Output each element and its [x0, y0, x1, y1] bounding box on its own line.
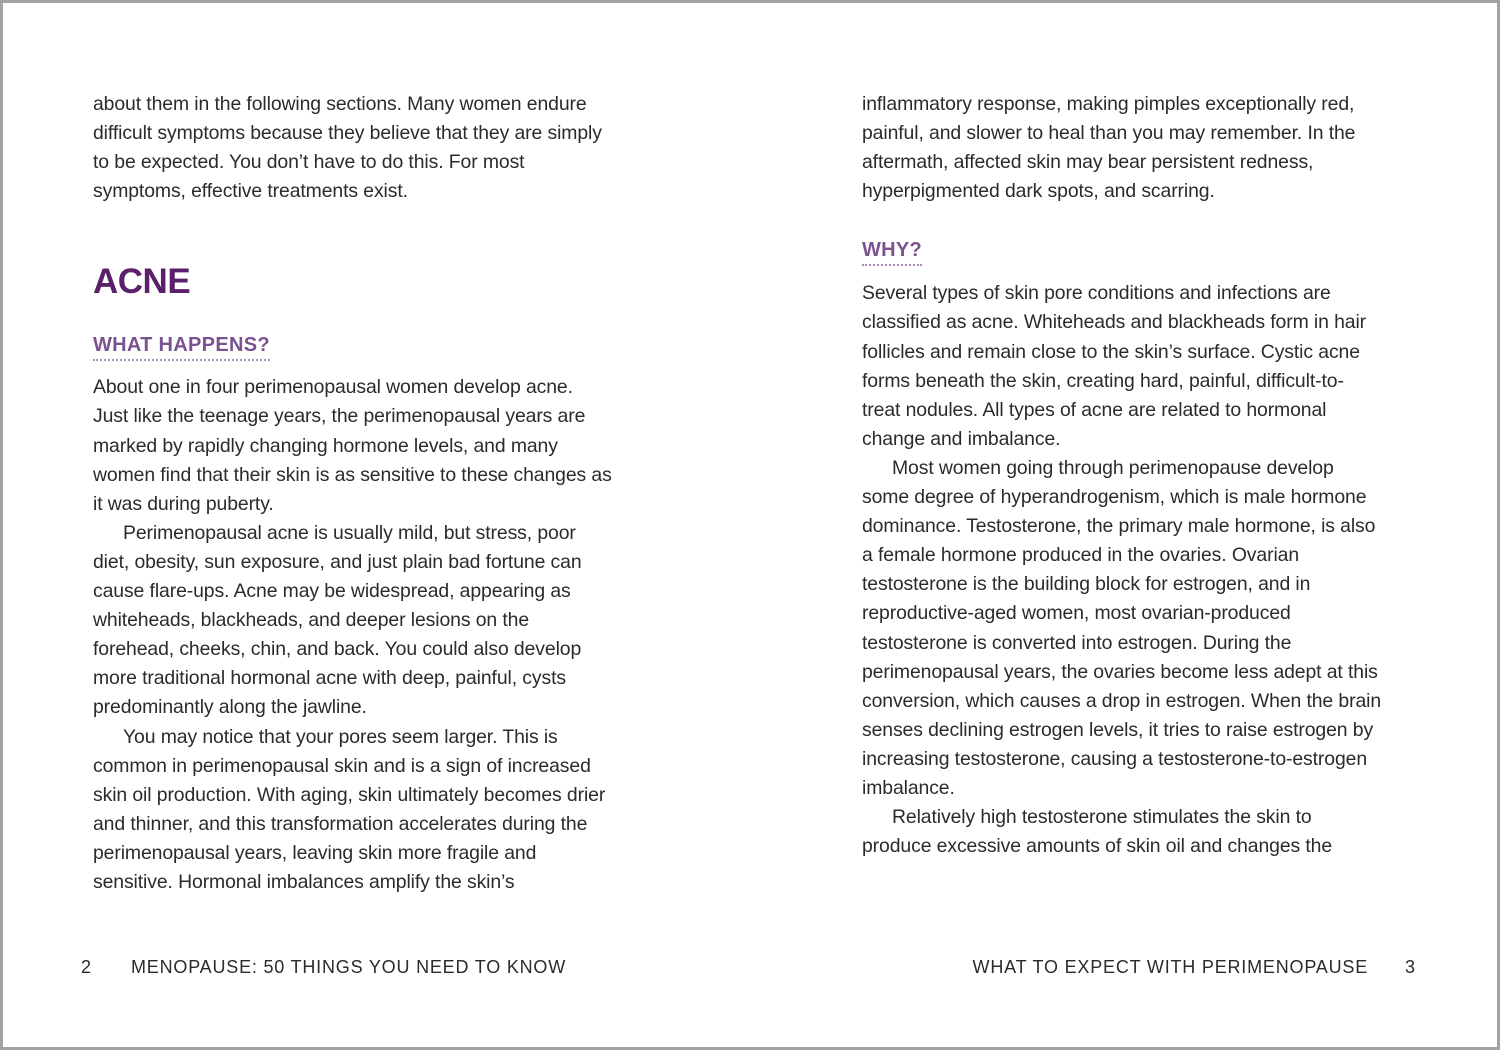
body-paragraph: Perimenopausal acne is usually mild, but stress, poor diet, obesity, sun exposure, and just plain bad fortune can cause flare-ups. Acne may be widespread, appearing as whiteheads, blackheads, and deeper lesions on the forehead, cheeks, chin, and back. You could also develop more traditional hormonal acne with deep, painful, cysts predominantly along the jawline.: [93, 521, 582, 719]
body-paragraph: Most women going through perimenopause develop some degree of hyperandrogenism, which is male hormone dominance. Testosterone, the primary male hormone, is also a female hormone produced in the ovaries. Ovarian testosterone is the building block for estrogen, and in reproductive-aged women, most ovarian-produced testosterone is converted into estrogen. During the perimenopausal years, the ovaries become less adept at this conversion, which causes a drop in estrogen. When the brain senses declining estrogen levels, it tries to raise estrogen by increasing testosterone, causing a testosterone-to-estrogen imbalance.: [862, 456, 1382, 799]
body-paragraph: Several types of skin pore conditions and infections are classified as acne. Whiteheads and blackheads form in hair follicles and remain close to the skin’s surface. Cystic acne forms beneath the skin, creating hard, painful, difficult-to-treat nodules. All types of acne are related to hormonal change and imbalance.: [862, 282, 1367, 450]
left-page-column: [93, 90, 613, 897]
right-page-number: 3: [1405, 957, 1416, 977]
body-paragraph: Relatively high testosterone stimulates the skin to produce excessive amounts of skin oil and changes the: [862, 806, 1333, 858]
subheading-what-happens: WHAT HAPPENS?: [93, 333, 270, 361]
subheading-why: WHY?: [862, 238, 922, 266]
left-running-footer: MENOPAUSE: 50 THINGS YOU NEED TO KNOW: [131, 957, 567, 977]
body-paragraph: You may notice that your pores seem larger. This is common in perimenopausal skin and is a sign of increased skin oil production. With aging, skin ultimately becomes drier and thinner, and this transformation accelerates during the perimenopausal years, leaving skin more fragile and sensitive. Hormonal imbalances amplify the skin’s: [93, 725, 606, 893]
section-title: ACNE: [93, 262, 191, 302]
left-continued-paragraph: about them in the following sections. Many women endure difficult symptoms because they believe that they are simply to be expected. You don’t have to do this. For most symptoms, effective treatments exist.: [93, 93, 602, 203]
right-page-column: [862, 90, 1382, 861]
body-paragraph: About one in four perimenopausal women develop acne. Just like the teenage years, the perimenopausal years are marked by rapidly changing hormone levels, and many women find that their skin is as sensitive to these changes as it was during puberty.: [93, 376, 612, 515]
right-running-footer: WHAT TO EXPECT WITH PERIMENOPAUSE: [972, 957, 1368, 977]
right-continued-paragraph: inflammatory response, making pimples exceptionally red, painful, and slower to heal than you may remember. In the aftermath, affected skin may bear persistent redness, hyperpigmented dark spots, and scarring.: [862, 93, 1356, 203]
left-page-number: 2: [81, 957, 92, 977]
